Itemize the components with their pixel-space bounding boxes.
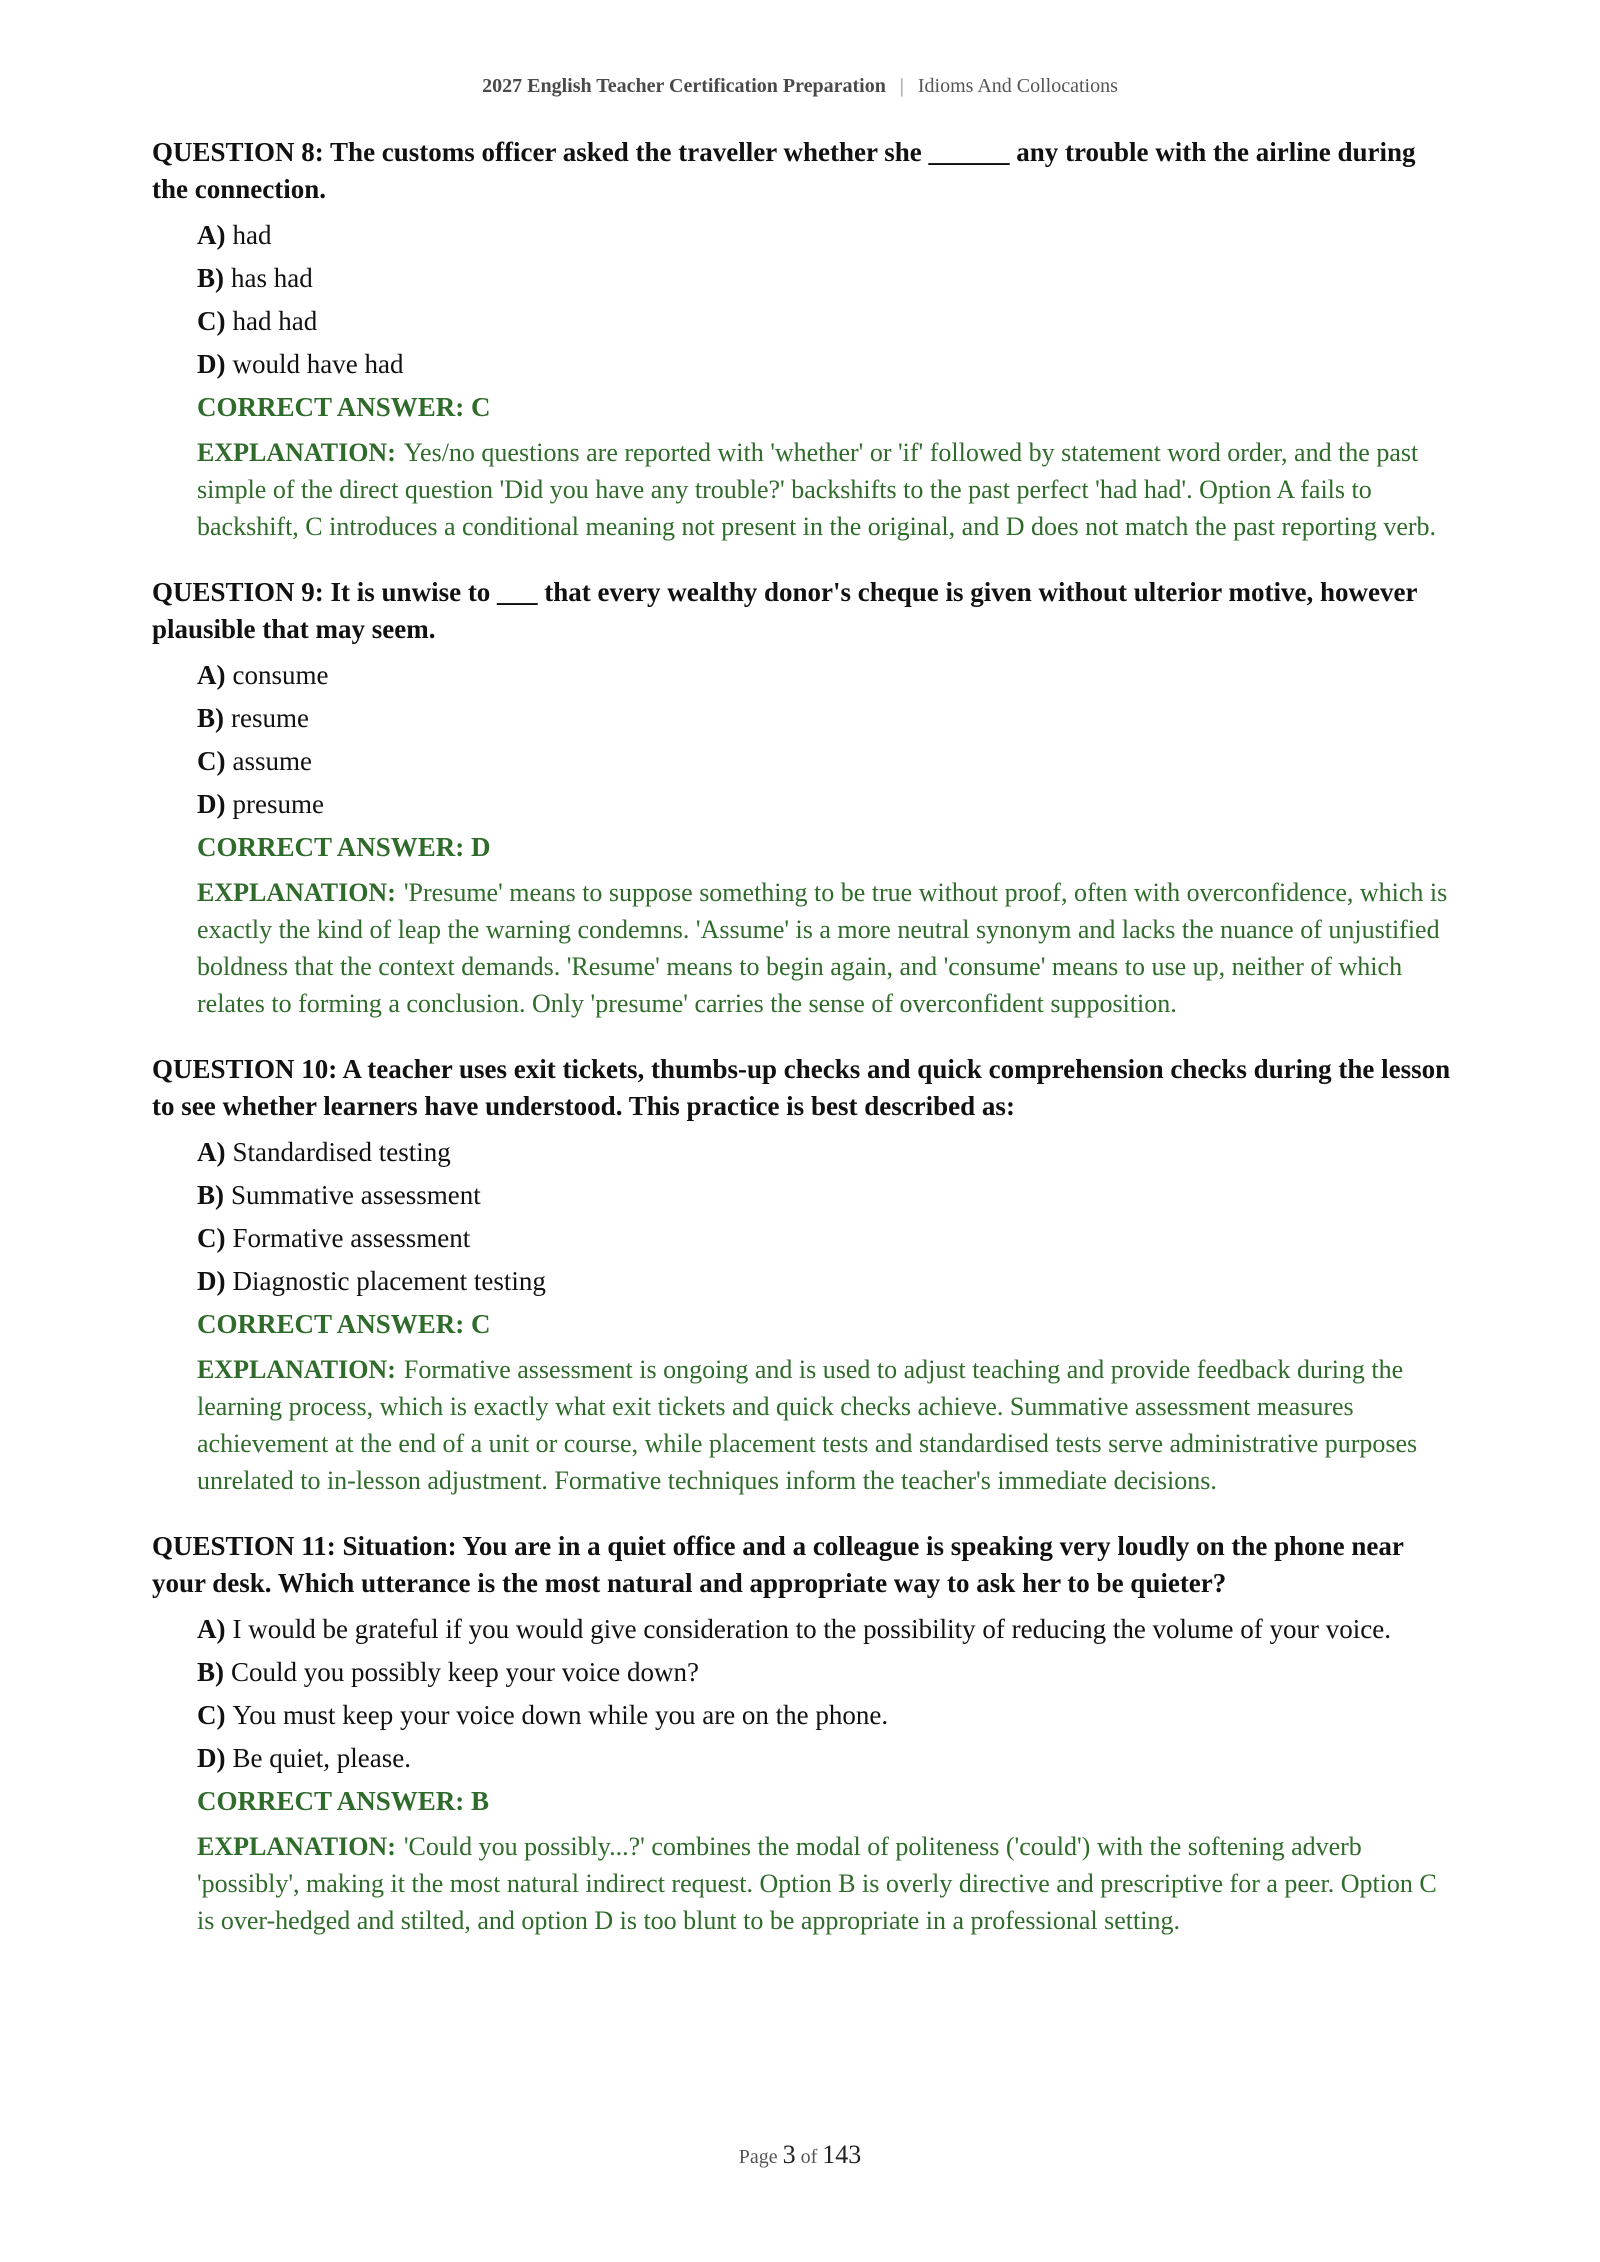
option-text: Standardised testing <box>232 1137 451 1167</box>
section-title: Idioms And Collocations <box>917 75 1118 97</box>
option-letter: C) <box>197 306 226 336</box>
correct-answer: CORRECT ANSWER: C <box>197 1309 491 1339</box>
question-text: QUESTION 10: A teacher uses exit tickets, thumbs-up checks and quick comprehension checks during the lesson to see whether learners have understood. This practice is best described as: <box>152 1054 1451 1121</box>
option-text: would have had <box>232 349 404 379</box>
option-a <box>197 214 1452 257</box>
options-list <box>197 1131 1452 1303</box>
question-block <box>152 1528 1452 1939</box>
explanation-label: EXPLANATION: <box>197 1355 396 1384</box>
option-letter: B) <box>197 703 224 733</box>
page-word: Page <box>738 2146 778 2168</box>
option-d <box>197 1737 1452 1780</box>
option-d <box>197 343 1452 386</box>
explanation-label: EXPLANATION: <box>197 438 396 467</box>
option-c <box>197 1217 1452 1260</box>
option-text: Summative assessment <box>231 1180 481 1210</box>
option-letter: B) <box>197 1180 224 1210</box>
correct-answer: CORRECT ANSWER: D <box>197 832 491 862</box>
options-list <box>197 214 1452 386</box>
option-a <box>197 1608 1452 1651</box>
option-b <box>197 697 1452 740</box>
option-letter: D) <box>197 1743 226 1773</box>
explanation <box>197 874 1452 1022</box>
explanation-text: Yes/no questions are reported with 'whether' or 'if' followed by statement word order, and the past simple of the direct question 'Did you have any trouble?' backshifts to the past perfect 'had had'. Option A fails to backshift, C introduces a conditional meaning not present in the original, and D does not match the past reporting verb. <box>197 438 1437 541</box>
header-separator: | <box>899 75 904 97</box>
explanation-label: EXPLANATION: <box>197 1832 396 1861</box>
explanation-text: 'Could you possibly...?' combines the modal of politeness ('could') with the softening adverb 'possibly', making it the most natural indirect request. Option B is overly directive and prescriptive for a peer. Option C is over-hedged and stilted, and option D is too blunt to be appropriate in a professional setting. <box>197 1832 1437 1935</box>
page-footer <box>0 2140 1600 2170</box>
option-a <box>197 1131 1452 1174</box>
explanation <box>197 1351 1452 1499</box>
option-letter: A) <box>197 660 226 690</box>
explanation-text: Formative assessment is ongoing and is used to adjust teaching and provide feedback during the learning process, which is exactly what exit tickets and quick checks achieve. Summative assessment measures achievement at the end of a unit or course, while placement tests and standardised tests serve administrative purposes unrelated to in-lesson adjustment. Formative techniques inform the teacher's immediate decisions. <box>197 1355 1418 1495</box>
question-text: QUESTION 9: It is unwise to ___ that every wealthy donor's cheque is given without ulterior motive, however plausible that may seem. <box>152 577 1417 644</box>
option-a <box>197 654 1452 697</box>
option-text: Be quiet, please. <box>232 1743 411 1773</box>
option-b <box>197 1174 1452 1217</box>
option-text: presume <box>232 789 324 819</box>
option-letter: D) <box>197 1266 226 1296</box>
option-c <box>197 1694 1452 1737</box>
question-text: QUESTION 11: Situation: You are in a quiet office and a colleague is speaking very loudly on the phone near your desk. Which utterance is the most natural and appropriate way to ask her to be quieter? <box>152 1531 1404 1598</box>
option-text: Diagnostic placement testing <box>232 1266 546 1296</box>
option-d <box>197 783 1452 826</box>
questions-container <box>152 134 1452 1968</box>
option-letter: D) <box>197 349 226 379</box>
total-pages: 143 <box>822 2140 862 2169</box>
option-letter: B) <box>197 1657 224 1687</box>
option-b <box>197 257 1452 300</box>
options-list <box>197 654 1452 826</box>
document-title: 2027 English Teacher Certification Preparation <box>482 75 886 97</box>
option-text: Formative assessment <box>232 1223 471 1253</box>
explanation-label: EXPLANATION: <box>197 878 396 907</box>
option-d <box>197 1260 1452 1303</box>
option-text: had <box>232 220 272 250</box>
option-text: resume <box>231 703 309 733</box>
explanation <box>197 434 1452 545</box>
current-page-number: 3 <box>782 2140 796 2169</box>
option-b <box>197 1651 1452 1694</box>
explanation-text: 'Presume' means to suppose something to be true without proof, often with overconfidence, which is exactly the kind of leap the warning condemns. 'Assume' is a more neutral synonym and lacks the nuance of unjustified boldness that the context demands. 'Resume' means to begin again, and 'consume' means to use up, neither of which relates to forming a conclusion. Only 'presume' carries the sense of overconfident supposition. <box>197 878 1448 1018</box>
option-c <box>197 300 1452 343</box>
options-list <box>197 1608 1452 1780</box>
question-block <box>152 1051 1452 1499</box>
option-text: had had <box>232 306 318 336</box>
option-letter: A) <box>197 1614 226 1644</box>
option-text: consume <box>232 660 329 690</box>
page-header <box>0 75 1600 98</box>
option-letter: A) <box>197 1137 226 1167</box>
option-letter: B) <box>197 263 224 293</box>
option-text: You must keep your voice down while you are on the phone. <box>232 1700 889 1730</box>
option-text: assume <box>232 746 312 776</box>
option-letter: C) <box>197 746 226 776</box>
option-text: has had <box>231 263 313 293</box>
question-text: QUESTION 8: The customs officer asked the traveller whether she ______ any trouble with the airline during the connection. <box>152 137 1416 204</box>
option-letter: D) <box>197 789 226 819</box>
option-text: Could you possibly keep your voice down? <box>231 1657 699 1687</box>
question-block <box>152 134 1452 545</box>
of-word: of <box>800 2146 818 2168</box>
correct-answer: CORRECT ANSWER: B <box>197 1786 490 1816</box>
explanation <box>197 1828 1452 1939</box>
option-letter: C) <box>197 1223 226 1253</box>
correct-answer: CORRECT ANSWER: C <box>197 392 491 422</box>
option-text: I would be grateful if you would give consideration to the possibility of reducing the volume of your voice. <box>232 1614 1391 1644</box>
option-c <box>197 740 1452 783</box>
question-block <box>152 574 1452 1022</box>
option-letter: A) <box>197 220 226 250</box>
option-letter: C) <box>197 1700 226 1730</box>
